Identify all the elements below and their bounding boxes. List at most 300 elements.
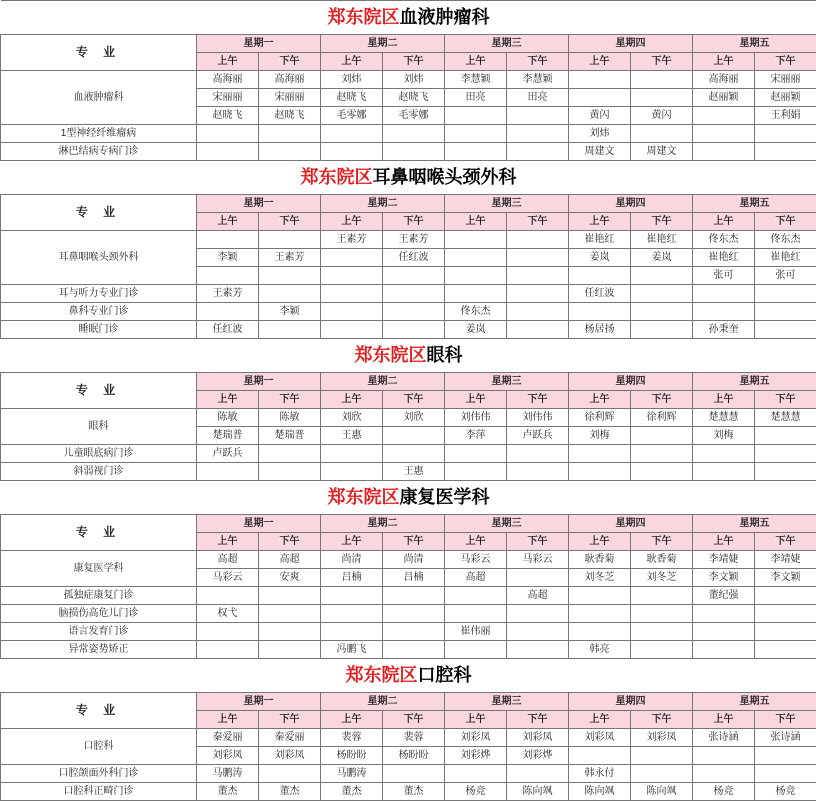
day-header: 星期二 [321, 693, 445, 711]
doctor-cell: 崔艳红 [631, 231, 693, 249]
day-header: 星期五 [693, 373, 816, 391]
doctor-cell [755, 641, 816, 659]
morning-header: 上午 [569, 213, 631, 231]
morning-header: 上午 [321, 533, 383, 551]
doctor-cell: 佟东杰 [693, 231, 755, 249]
doctor-cell: 田亮 [507, 89, 569, 107]
table-row [1, 321, 816, 339]
department-name: 康复医学科 [400, 487, 490, 508]
doctor-cell: 耿香菊 [569, 551, 631, 569]
doctor-cell [259, 463, 321, 481]
afternoon-header: 下午 [631, 213, 693, 231]
doctor-cell [197, 463, 259, 481]
doctor-cell: 徐利辉 [631, 409, 693, 427]
morning-header: 上午 [197, 711, 259, 729]
department-title [1, 161, 816, 195]
doctor-cell [383, 125, 445, 143]
doctor-cell: 高超 [259, 551, 321, 569]
doctor-cell: 秦爱丽 [259, 729, 321, 747]
doctor-cell: 尚清 [383, 551, 445, 569]
afternoon-header: 下午 [507, 53, 569, 71]
afternoon-header: 下午 [507, 213, 569, 231]
afternoon-header: 下午 [259, 711, 321, 729]
specialty-header: 专 业 [1, 373, 197, 409]
doctor-cell [755, 125, 816, 143]
doctor-cell [755, 143, 816, 161]
morning-header: 上午 [569, 711, 631, 729]
doctor-cell [631, 765, 693, 783]
doctor-cell: 楚瑞普 [197, 427, 259, 445]
doctor-cell: 李萍 [445, 427, 507, 445]
doctor-cell [383, 623, 445, 641]
day-header: 星期四 [569, 515, 693, 533]
morning-header: 上午 [197, 213, 259, 231]
doctor-cell: 李颖 [259, 303, 321, 321]
morning-header: 上午 [445, 711, 507, 729]
doctor-cell [507, 303, 569, 321]
doctor-cell [507, 249, 569, 267]
specialty-cell: 口腔科 [1, 729, 197, 765]
table-row [1, 605, 816, 623]
campus-name: 郑东院区 [301, 167, 373, 188]
campus-name: 郑东院区 [355, 345, 427, 366]
doctor-cell: 刘彩凤 [507, 729, 569, 747]
doctor-cell [321, 143, 383, 161]
doctor-cell: 刘梅 [569, 427, 631, 445]
doctor-cell [321, 303, 383, 321]
doctor-cell [259, 285, 321, 303]
day-header-row [1, 515, 816, 533]
doctor-cell [755, 765, 816, 783]
doctor-cell: 宋丽丽 [755, 71, 816, 89]
doctor-cell [631, 285, 693, 303]
morning-header: 上午 [197, 533, 259, 551]
day-header: 星期三 [445, 35, 569, 53]
doctor-cell: 姜岚 [445, 321, 507, 339]
doctor-cell [755, 463, 816, 481]
doctor-cell [383, 605, 445, 623]
doctor-cell [321, 125, 383, 143]
doctor-cell [259, 143, 321, 161]
doctor-cell: 杨竞 [755, 783, 816, 801]
doctor-cell [197, 231, 259, 249]
specialty-cell: 口腔颌面外科门诊 [1, 765, 197, 783]
doctor-cell [755, 321, 816, 339]
doctor-cell [259, 267, 321, 285]
doctor-cell [755, 303, 816, 321]
doctor-cell [569, 445, 631, 463]
department-name: 口腔科 [418, 665, 472, 686]
doctor-cell [631, 623, 693, 641]
afternoon-header: 下午 [755, 533, 816, 551]
doctor-cell [197, 267, 259, 285]
doctor-cell [755, 587, 816, 605]
morning-header: 上午 [321, 213, 383, 231]
department-title [1, 1, 816, 35]
doctor-cell: 楚瑞普 [259, 427, 321, 445]
doctor-cell: 高超 [445, 569, 507, 587]
day-header-row [1, 373, 816, 391]
doctor-cell: 王素芳 [259, 249, 321, 267]
department-title [1, 339, 816, 373]
table-row [1, 729, 816, 747]
doctor-cell [383, 321, 445, 339]
specialty-header: 专 业 [1, 195, 197, 231]
specialty-cell: 异常姿势矫正 [1, 641, 197, 659]
doctor-cell: 王素芳 [197, 285, 259, 303]
day-header: 星期一 [197, 373, 321, 391]
doctor-cell [507, 231, 569, 249]
morning-header: 上午 [197, 391, 259, 409]
morning-header: 上午 [569, 391, 631, 409]
specialty-cell: 语言发育门诊 [1, 623, 197, 641]
table-row [1, 587, 816, 605]
table-row [1, 623, 816, 641]
doctor-cell: 杨竞 [445, 783, 507, 801]
doctor-cell: 冯鹏飞 [321, 641, 383, 659]
department-title-row [1, 1, 816, 35]
doctor-cell: 刘欣 [321, 409, 383, 427]
day-header: 星期四 [569, 35, 693, 53]
doctor-cell: 陈敏 [197, 409, 259, 427]
doctor-cell [321, 285, 383, 303]
doctor-cell: 赵晓飞 [197, 107, 259, 125]
afternoon-header: 下午 [507, 711, 569, 729]
doctor-cell [631, 71, 693, 89]
doctor-cell: 刘伟伟 [507, 409, 569, 427]
doctor-cell: 马鹏涛 [197, 765, 259, 783]
specialty-cell: 睡眠门诊 [1, 321, 197, 339]
doctor-cell: 杨盼盼 [321, 747, 383, 765]
doctor-cell [507, 267, 569, 285]
doctor-cell: 张可 [693, 267, 755, 285]
specialty-cell: 血液肿瘤科 [1, 71, 197, 125]
doctor-cell [569, 587, 631, 605]
afternoon-header: 下午 [259, 213, 321, 231]
afternoon-header: 下午 [631, 533, 693, 551]
doctor-cell [383, 587, 445, 605]
department-name: 眼科 [427, 345, 463, 366]
day-header: 星期五 [693, 693, 816, 711]
doctor-cell [693, 641, 755, 659]
doctor-cell: 任红波 [569, 285, 631, 303]
doctor-cell: 崔艳红 [755, 249, 816, 267]
doctor-cell: 赵丽颖 [755, 89, 816, 107]
morning-header: 上午 [445, 533, 507, 551]
table-row [1, 445, 816, 463]
afternoon-header: 下午 [631, 53, 693, 71]
specialty-cell: 耳鼻咽喉头颈外科 [1, 231, 197, 285]
day-header: 星期四 [569, 373, 693, 391]
doctor-cell [321, 249, 383, 267]
afternoon-header: 下午 [383, 53, 445, 71]
doctor-cell [507, 569, 569, 587]
specialty-cell: 脑损伤高危儿门诊 [1, 605, 197, 623]
day-header-row [1, 35, 816, 53]
doctor-cell: 耿香菊 [631, 551, 693, 569]
doctor-cell [631, 267, 693, 285]
table-row [1, 71, 816, 89]
doctor-cell: 李慧颖 [445, 71, 507, 89]
doctor-cell [755, 427, 816, 445]
afternoon-header: 下午 [259, 391, 321, 409]
doctor-cell [197, 641, 259, 659]
doctor-cell: 卢跃兵 [197, 445, 259, 463]
doctor-cell [507, 285, 569, 303]
doctor-cell [383, 303, 445, 321]
doctor-cell: 宋丽丽 [197, 89, 259, 107]
afternoon-header: 下午 [383, 391, 445, 409]
doctor-cell: 韩永付 [569, 765, 631, 783]
doctor-cell: 陈向飒 [631, 783, 693, 801]
morning-header: 上午 [569, 533, 631, 551]
afternoon-header: 下午 [631, 391, 693, 409]
doctor-cell [197, 125, 259, 143]
doctor-cell [445, 285, 507, 303]
doctor-cell [321, 623, 383, 641]
doctor-cell [693, 747, 755, 765]
morning-header: 上午 [445, 391, 507, 409]
doctor-cell: 高海丽 [693, 71, 755, 89]
table-row [1, 143, 816, 161]
morning-header: 上午 [693, 533, 755, 551]
doctor-cell: 杨盼盼 [383, 747, 445, 765]
table-row [1, 463, 816, 481]
doctor-cell: 赵晓飞 [259, 107, 321, 125]
doctor-cell: 裴蓉 [321, 729, 383, 747]
specialty-header: 专 业 [1, 515, 197, 551]
table-row [1, 231, 816, 249]
doctor-cell [383, 445, 445, 463]
doctor-cell: 裴蓉 [383, 729, 445, 747]
doctor-cell: 李颖 [197, 249, 259, 267]
doctor-cell [197, 303, 259, 321]
doctor-cell: 刘彩烨 [507, 747, 569, 765]
afternoon-header: 下午 [755, 711, 816, 729]
doctor-cell [755, 445, 816, 463]
doctor-cell: 杨居扬 [569, 321, 631, 339]
table-row [1, 285, 816, 303]
doctor-cell [507, 107, 569, 125]
doctor-cell: 王惠 [321, 427, 383, 445]
doctor-cell: 董杰 [197, 783, 259, 801]
doctor-cell: 刘伟伟 [445, 409, 507, 427]
morning-header: 上午 [693, 53, 755, 71]
doctor-cell: 张诗涵 [693, 729, 755, 747]
doctor-cell: 高海丽 [197, 71, 259, 89]
doctor-cell [507, 125, 569, 143]
doctor-cell: 徐利辉 [569, 409, 631, 427]
doctor-cell: 刘彩凤 [259, 747, 321, 765]
morning-header: 上午 [445, 53, 507, 71]
day-header: 星期三 [445, 195, 569, 213]
doctor-cell [631, 125, 693, 143]
table-row [1, 641, 816, 659]
table-row [1, 125, 816, 143]
doctor-cell: 毛零娜 [383, 107, 445, 125]
doctor-cell: 赵晓飞 [321, 89, 383, 107]
afternoon-header: 下午 [755, 213, 816, 231]
day-header: 星期四 [569, 195, 693, 213]
doctor-cell [259, 125, 321, 143]
doctor-cell: 楚慧慧 [755, 409, 816, 427]
doctor-cell [507, 623, 569, 641]
doctor-cell [507, 445, 569, 463]
doctor-cell: 刘彩凤 [631, 729, 693, 747]
doctor-cell: 刘彩凤 [569, 729, 631, 747]
doctor-cell: 刘炜 [383, 71, 445, 89]
doctor-cell [383, 427, 445, 445]
doctor-cell [321, 321, 383, 339]
doctor-cell: 李慧颖 [507, 71, 569, 89]
doctor-cell: 陈敏 [259, 409, 321, 427]
day-header: 星期三 [445, 693, 569, 711]
morning-header: 上午 [197, 53, 259, 71]
day-header: 星期五 [693, 515, 816, 533]
doctor-cell [445, 143, 507, 161]
day-header: 星期一 [197, 35, 321, 53]
doctor-cell [631, 587, 693, 605]
morning-header: 上午 [321, 711, 383, 729]
doctor-cell: 吕楠 [321, 569, 383, 587]
doctor-cell: 刘彩凤 [197, 747, 259, 765]
doctor-cell: 赵丽颖 [693, 89, 755, 107]
day-header: 星期三 [445, 373, 569, 391]
doctor-cell [445, 231, 507, 249]
doctor-cell [569, 605, 631, 623]
table-row [1, 765, 816, 783]
day-header: 星期一 [197, 693, 321, 711]
doctor-cell: 吕楠 [383, 569, 445, 587]
day-header: 星期四 [569, 693, 693, 711]
specialty-cell: 斜弱视门诊 [1, 463, 197, 481]
doctor-cell: 高超 [507, 587, 569, 605]
doctor-cell [631, 605, 693, 623]
doctor-cell: 董纪强 [693, 587, 755, 605]
doctor-cell [693, 107, 755, 125]
doctor-cell: 佟东杰 [755, 231, 816, 249]
doctor-cell: 刘欣 [383, 409, 445, 427]
day-header: 星期一 [197, 195, 321, 213]
doctor-cell: 任红波 [197, 321, 259, 339]
doctor-cell [197, 143, 259, 161]
doctor-cell [631, 463, 693, 481]
afternoon-header: 下午 [383, 533, 445, 551]
doctor-cell [445, 125, 507, 143]
doctor-cell [631, 747, 693, 765]
doctor-cell [569, 71, 631, 89]
doctor-cell: 刘彩凤 [445, 729, 507, 747]
doctor-cell: 刘炜 [569, 125, 631, 143]
doctor-cell: 董杰 [259, 783, 321, 801]
doctor-cell [755, 623, 816, 641]
doctor-cell: 刘炜 [321, 71, 383, 89]
campus-name: 郑东院区 [328, 7, 400, 28]
specialty-cell: 康复医学科 [1, 551, 197, 587]
doctor-cell [445, 641, 507, 659]
specialty-cell: 鼻科专业门诊 [1, 303, 197, 321]
doctor-cell: 周建文 [569, 143, 631, 161]
doctor-cell [383, 285, 445, 303]
doctor-cell: 姜岚 [631, 249, 693, 267]
day-header: 星期二 [321, 195, 445, 213]
doctor-cell: 秦爱丽 [197, 729, 259, 747]
campus-name: 郑东院区 [328, 487, 400, 508]
doctor-cell [631, 641, 693, 659]
doctor-cell [259, 445, 321, 463]
specialty-header: 专 业 [1, 693, 197, 729]
table-row [1, 551, 816, 569]
doctor-cell [259, 765, 321, 783]
doctor-cell: 董杰 [383, 783, 445, 801]
doctor-cell: 马鹏涛 [321, 765, 383, 783]
doctor-cell: 高海丽 [259, 71, 321, 89]
doctor-cell: 马彩云 [197, 569, 259, 587]
doctor-cell [507, 143, 569, 161]
doctor-cell [321, 463, 383, 481]
department-title-row [1, 659, 816, 693]
day-header: 星期五 [693, 35, 816, 53]
doctor-cell: 高超 [197, 551, 259, 569]
specialty-header: 专 业 [1, 35, 197, 71]
doctor-cell [445, 463, 507, 481]
doctor-cell: 周建文 [631, 143, 693, 161]
doctor-cell: 崔伟丽 [445, 623, 507, 641]
afternoon-header: 下午 [507, 533, 569, 551]
doctor-cell [321, 587, 383, 605]
doctor-cell [197, 623, 259, 641]
day-header: 星期二 [321, 515, 445, 533]
day-header: 星期二 [321, 35, 445, 53]
doctor-cell [445, 249, 507, 267]
doctor-cell: 王素芳 [383, 231, 445, 249]
doctor-cell: 崔艳红 [693, 249, 755, 267]
doctor-cell [383, 641, 445, 659]
doctor-cell: 田亮 [445, 89, 507, 107]
doctor-cell [755, 747, 816, 765]
table-row [1, 783, 816, 801]
doctor-cell: 安爽 [259, 569, 321, 587]
doctor-cell: 毛零娜 [321, 107, 383, 125]
doctor-cell [507, 463, 569, 481]
doctor-cell: 韩亮 [569, 641, 631, 659]
department-name: 血液肿瘤科 [400, 7, 490, 28]
doctor-cell [755, 605, 816, 623]
specialty-cell: 眼科 [1, 409, 197, 445]
table-row [1, 409, 816, 427]
morning-header: 上午 [569, 53, 631, 71]
doctor-cell [445, 267, 507, 285]
afternoon-header: 下午 [507, 391, 569, 409]
doctor-cell: 姜岚 [569, 249, 631, 267]
afternoon-header: 下午 [383, 213, 445, 231]
afternoon-header: 下午 [383, 711, 445, 729]
doctor-cell: 李靖婕 [755, 551, 816, 569]
doctor-cell [445, 107, 507, 125]
doctor-cell: 李文颖 [693, 569, 755, 587]
morning-header: 上午 [445, 213, 507, 231]
specialty-cell: 口腔科正畸门诊 [1, 783, 197, 801]
doctor-cell: 任红波 [383, 249, 445, 267]
doctor-cell [693, 303, 755, 321]
doctor-cell [693, 125, 755, 143]
doctor-cell [383, 267, 445, 285]
doctor-cell [321, 605, 383, 623]
doctor-cell [693, 765, 755, 783]
doctor-cell [383, 765, 445, 783]
table-row [1, 303, 816, 321]
doctor-cell [693, 143, 755, 161]
